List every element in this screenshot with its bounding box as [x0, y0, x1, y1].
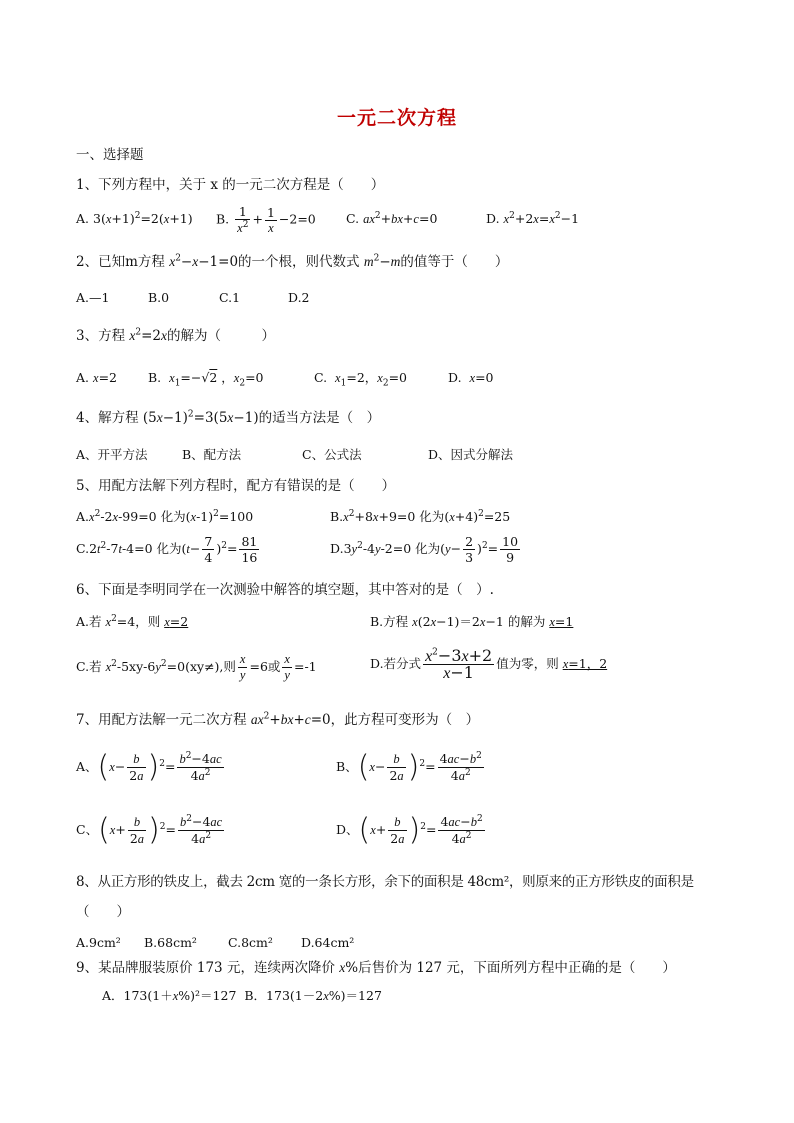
q4-option-a: A、开平方法: [76, 447, 148, 462]
q3-option-d: D. x=0: [448, 370, 494, 385]
q4-option-c: C、公式法: [302, 447, 362, 462]
q4-option-d: D、因式分解法: [428, 447, 514, 462]
question-7-stem: 7、用配方法解一元二次方程 $ax^2+bx+c=0$，此方程可变形为（ ）: [76, 711, 480, 728]
question-6-options-ab: [76, 613, 696, 631]
q7-option-b: B、(x− $\frac{b}{2a}$ )$^2$= $\frac{4ac-b^2}{4a^2}$: [336, 749, 482, 785]
q6-option-c: C.若 $x^2-5xy-6y^2=0(xy\ne)$,则 $\frac{x}{y}$ =6或 $\frac{x}{y}$ =-1: [76, 652, 317, 682]
q2-option-a: A.—1: [76, 290, 110, 305]
q8-option-b: B.68cm²: [144, 935, 197, 950]
question-8-stem: 8、从正方形的铁皮上，截去 2cm 宽的一条长方形，余下的面积是 48cm²，则原来的正方形铁皮的面积是: [76, 874, 694, 890]
q7-option-c: C、(x+ $\frac{b}{2a}$ )$^2$= $\frac{b^2-4ac}{4a^2}$: [76, 812, 223, 848]
q2-option-d: D.2: [288, 290, 310, 305]
question-5-options-ab: [76, 508, 596, 526]
page-title: 一元二次方程: [336, 107, 457, 129]
q8-option-c: C.8cm²: [228, 935, 273, 950]
q5-option-c: $C.2t^2-7t-4=0$ 化为(t− $\frac{7}{4}$ )$^2$= $\frac{81}{16}$: [76, 534, 258, 565]
question-3-options: [76, 369, 576, 387]
question-2-options: [76, 289, 476, 307]
q8-option-a: A.9cm²: [76, 935, 121, 950]
q7-option-d: D、(x+ $\frac{b}{2a}$ )$^2$= $\frac{4ac-b^2}{4a^2}$: [336, 812, 483, 848]
math-expression: $m^2-m$: [363, 253, 401, 270]
math-expression: $x^2-x-1=0$: [169, 253, 239, 270]
q6-option-b: B.方程 x(2x−1)＝2x−1 的解为 x=1: [370, 614, 574, 629]
q3-option-a: A. x=2: [76, 370, 117, 385]
question-5-stem: 5、用配方法解下列方程时，配方有错误的是（ ）: [76, 478, 396, 494]
question-4-options: [76, 446, 576, 464]
question-6-options-cd: [76, 648, 716, 690]
q7-option-a: A、(x− $\frac{b}{2a}$ )$^2$= $\frac{b^2-4ac}{4a^2}$: [76, 749, 222, 785]
question-5-options-cd: [76, 534, 596, 570]
math-expression: $ax^2+bx+c=0$: [250, 711, 331, 728]
question-2-stem: 2、已知m方程 $x^2-x-1=0$的一个根，则代数式 $m^2-m$的值等于（ ）: [76, 253, 509, 270]
question-9-stem: 9、某品牌服装原价 173 元，连续两次降价 x%后售价为 127 元，下面所列方程中正确的是（ ）: [76, 960, 676, 976]
q1-option-d: D. $x^2+2x=x^2-1$: [486, 210, 580, 226]
math-expression: $(5x-1)^2=3(5x-1)$: [142, 409, 259, 426]
question-7-options-ab: [76, 745, 536, 793]
question-7-options-cd: [76, 808, 536, 856]
q4-option-b: B、配方法: [182, 447, 242, 462]
math-expression: $x^2=2x$: [129, 327, 168, 344]
q8-option-d: D.64cm²: [301, 935, 355, 950]
q2-option-b: B.0: [148, 290, 170, 305]
q6-option-d: D.若分式 $\frac{x^2-3x+2}{x-1}$ 值为零，则 x=1，2: [370, 646, 608, 682]
question-9-options: [102, 987, 382, 1005]
question-3-stem: 3、方程 $x^2=2x$的解为（ ）: [76, 327, 276, 344]
question-1-stem: 1、下列方程中，关于 x 的一元二次方程是（ ）: [76, 177, 385, 193]
question-8-options: [76, 934, 476, 952]
q6-option-a: A.若 $x^2=4$，则 x=2: [76, 613, 189, 629]
question-6-stem: 6、下面是李明同学在一次测验中解答的填空题，其中答对的是（ ）.: [76, 582, 494, 598]
q1-option-c: C. $ax^2+bx+c=0$: [346, 210, 438, 226]
q3-option-b: B. $x_1=-√2$ ，$x_2=0$: [148, 370, 264, 389]
q1-option-b: B. $\frac{1}{x^2}$ + $\frac{1}{x}$ −2=0: [216, 204, 316, 235]
q9-option-b: B．173(1－2x%)＝127: [244, 988, 382, 1003]
question-8-paren: （ ）: [76, 904, 130, 920]
question-4-stem: 4、解方程 $(5x-1)^2=3(5x-1)$的适当方法是（ ）: [76, 409, 381, 426]
section-heading: 一、选择题: [76, 147, 144, 163]
q5-option-b: $B.x^2+8x+9=0$ 化为$(x+4)^2=25$: [330, 508, 511, 524]
q5-option-d: $D.3y^2-4y-2=0$ 化为(y− $\frac{2}{3}$ )$^2$= $\frac{10}{9}$: [330, 534, 519, 565]
q1-option-a: A. $3(x+1)^2=2(x+1)$: [76, 210, 193, 226]
q5-option-a: $A.x^2-2x-99=0$ 化为$(x-1)^2=100$: [76, 508, 254, 524]
q2-option-c: C.1: [219, 290, 241, 305]
math-expression: $3(x+1)^2=2(x+1)$: [93, 210, 193, 226]
q9-option-a: A．173(1＋x%)²＝127: [102, 988, 237, 1003]
q3-option-c: C. $x_1=2$，$x_2=0$: [314, 370, 408, 389]
